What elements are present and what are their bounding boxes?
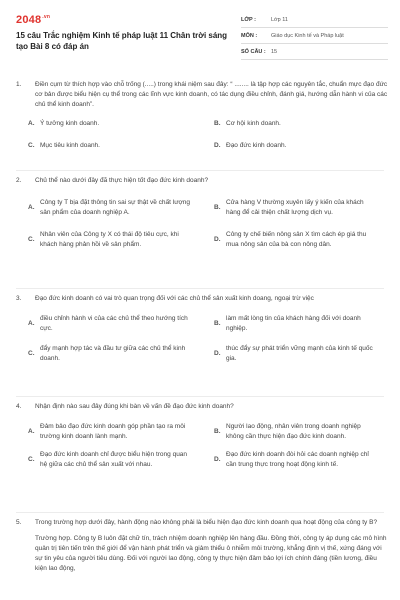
divider xyxy=(16,170,384,171)
option-d[interactable] xyxy=(202,230,388,250)
divider xyxy=(16,288,384,289)
option-d[interactable] xyxy=(202,141,388,151)
option-text: Cơ hội kinh doanh. xyxy=(226,120,281,127)
divider xyxy=(16,512,384,513)
meta-key: SỐ CÂU : xyxy=(241,48,266,55)
option-letter: A. xyxy=(28,428,35,435)
option-a[interactable] xyxy=(16,314,202,334)
meta-row-grade xyxy=(241,12,388,28)
option-c[interactable] xyxy=(16,344,202,364)
option-letter: D. xyxy=(214,236,221,243)
meta-value: Lớp 11 xyxy=(271,16,288,23)
option-text: Đạo đức kinh doanh. xyxy=(226,142,287,149)
question-passage: Trường hợp. Công ty B luôn đặt chữ tín, trách nhiệm doanh nghiệp lên hàng đầu. Đồng thời, công ty áp dụng các mô hình quản trị tiên tiến trên thế giới để vận hành phát triển và giảm thiểu ô nhiễm môi trường, khẳng định vị thế, xứng đáng với sự tin yêu của người tiêu dùng. Đối với người lao động, công ty thực hiện đảm bảo lợi ích chính đáng (tiền lương, điều kiện lao động, xyxy=(35,535,387,572)
option-b[interactable] xyxy=(202,198,388,218)
option-text: Đảm bảo đạo đức kinh doanh góp phần tạo ra môi trường kinh doanh lành mạnh. xyxy=(40,423,186,440)
meta-key: LỚP : xyxy=(241,16,256,23)
option-text: đẩy mạnh hợp tác và đầu tư giữa các chủ thể kinh doanh. xyxy=(40,345,186,362)
option-b[interactable] xyxy=(202,422,388,442)
option-text: Đạo đức kinh doanh đòi hỏi các doanh nghiệp chỉ cần trung thực trong hoạt động kinh tế. xyxy=(226,451,369,468)
option-text: điều chỉnh hành vi của các chủ thể theo hướng tích cực. xyxy=(40,315,188,332)
option-a[interactable] xyxy=(16,198,202,218)
option-letter: D. xyxy=(214,456,221,463)
option-b[interactable] xyxy=(202,119,388,129)
question-1 xyxy=(16,80,388,151)
question-number: 3. xyxy=(16,295,22,302)
option-letter: A. xyxy=(28,120,35,127)
option-c[interactable] xyxy=(16,141,202,151)
question-text: Đạo đức kinh doanh có vai trò quan trọng đối với các chủ thể sản xuất kinh doang, ngoại trừ việc xyxy=(35,295,314,302)
question-2 xyxy=(16,176,388,250)
meta-row-count xyxy=(241,44,388,60)
option-text: Công ty T bịa đặt thông tin sai sự thật về chất lượng sản phẩm của doanh nghiệp A. xyxy=(40,199,191,216)
option-letter: D. xyxy=(214,142,221,149)
site-logo[interactable] xyxy=(16,14,50,26)
option-c[interactable] xyxy=(16,230,202,250)
question-text: Điền cụm từ thích hợp vào chỗ trống (.....) trong khái niệm sau đây: “ ........ là tập hợp các nguyên tắc, chuẩn mực đạo đức cơ bản được biểu hiện cụ thể trong các lĩnh vực kinh doanh, có tác dụng điều chỉnh, đánh giá, hướng dẫn hành vi của các chủ thể kinh doanh”. xyxy=(35,81,388,108)
option-d[interactable] xyxy=(202,344,388,364)
option-text: Mục tiêu kinh doanh. xyxy=(40,142,100,149)
option-text: Ý tưởng kinh doanh. xyxy=(40,120,100,127)
question-5 xyxy=(16,518,388,574)
divider xyxy=(16,396,384,397)
logo-text: 2048 xyxy=(16,14,42,26)
option-text: Công ty chế biến nông sản X tìm cách ép giá thu mua nông sản của bà con nông dân. xyxy=(226,231,367,248)
question-number: 4. xyxy=(16,403,22,410)
option-b[interactable] xyxy=(202,314,388,334)
option-letter: A. xyxy=(28,320,35,327)
option-letter: D. xyxy=(214,350,221,357)
question-number: 5. xyxy=(16,519,22,526)
question-3 xyxy=(16,294,388,364)
meta-table xyxy=(241,12,388,60)
option-letter: A. xyxy=(28,204,35,211)
option-d[interactable] xyxy=(202,450,388,470)
question-text: Chủ thể nào dưới đây đã thực hiện tốt đạo đức kinh doanh? xyxy=(35,177,209,184)
question-text: Trong trường hợp dưới đây, hành động nào không phải là biểu hiện đạo đức kinh doanh qua hoạt động của công ty B? xyxy=(35,519,378,526)
option-letter: B. xyxy=(214,204,221,211)
option-text: thúc đẩy sự phát triển vững mạnh của kinh tế quốc gia. xyxy=(226,345,373,362)
option-a[interactable] xyxy=(16,119,202,129)
option-a[interactable] xyxy=(16,422,202,442)
document-title: 15 câu Trắc nghiệm Kinh tế pháp luật 11 Chân trời sáng tạo Bài 8 có đáp án xyxy=(16,31,228,51)
option-letter: C. xyxy=(28,236,35,243)
option-letter: C. xyxy=(28,142,35,149)
option-letter: B. xyxy=(214,428,221,435)
option-c[interactable] xyxy=(16,450,202,470)
meta-value: 15 xyxy=(271,48,278,55)
option-text: Nhân viên của Công ty X có thái độ tiêu cực, khi khách hàng phản hồi về sản phẩm. xyxy=(40,231,179,248)
question-number: 1. xyxy=(16,81,22,88)
option-text: Cửa hàng V thường xuyên lấy ý kiến của khách hàng để cải thiện chất lượng dịch vụ. xyxy=(226,199,364,216)
question-text: Nhận định nào sau đây đúng khi bàn về vấn đề đạo đức kinh doanh? xyxy=(35,403,234,410)
option-letter: C. xyxy=(28,350,35,357)
document-header xyxy=(16,10,388,62)
option-text: làm mất lòng tin của khách hàng đối với doanh nghiệp. xyxy=(226,315,361,332)
option-letter: B. xyxy=(214,120,221,127)
question-number: 2. xyxy=(16,177,22,184)
question-4 xyxy=(16,402,388,470)
meta-row-subject xyxy=(241,28,388,44)
option-text: Đạo đức kinh doanh chỉ được biểu hiện trong quan hệ giữa các chủ thể sản xuất với nhau. xyxy=(40,451,188,468)
option-text: Người lao động, nhân viên trong doanh nghiệp không cần thực hiện đạo đức kinh doanh. xyxy=(226,423,361,440)
logo-suffix: .vn xyxy=(42,14,51,20)
option-letter: B. xyxy=(214,320,221,327)
option-letter: C. xyxy=(28,456,35,463)
meta-value: Giáo dục Kinh tế và Pháp luật xyxy=(271,32,344,39)
meta-key: MÔN : xyxy=(241,32,258,39)
